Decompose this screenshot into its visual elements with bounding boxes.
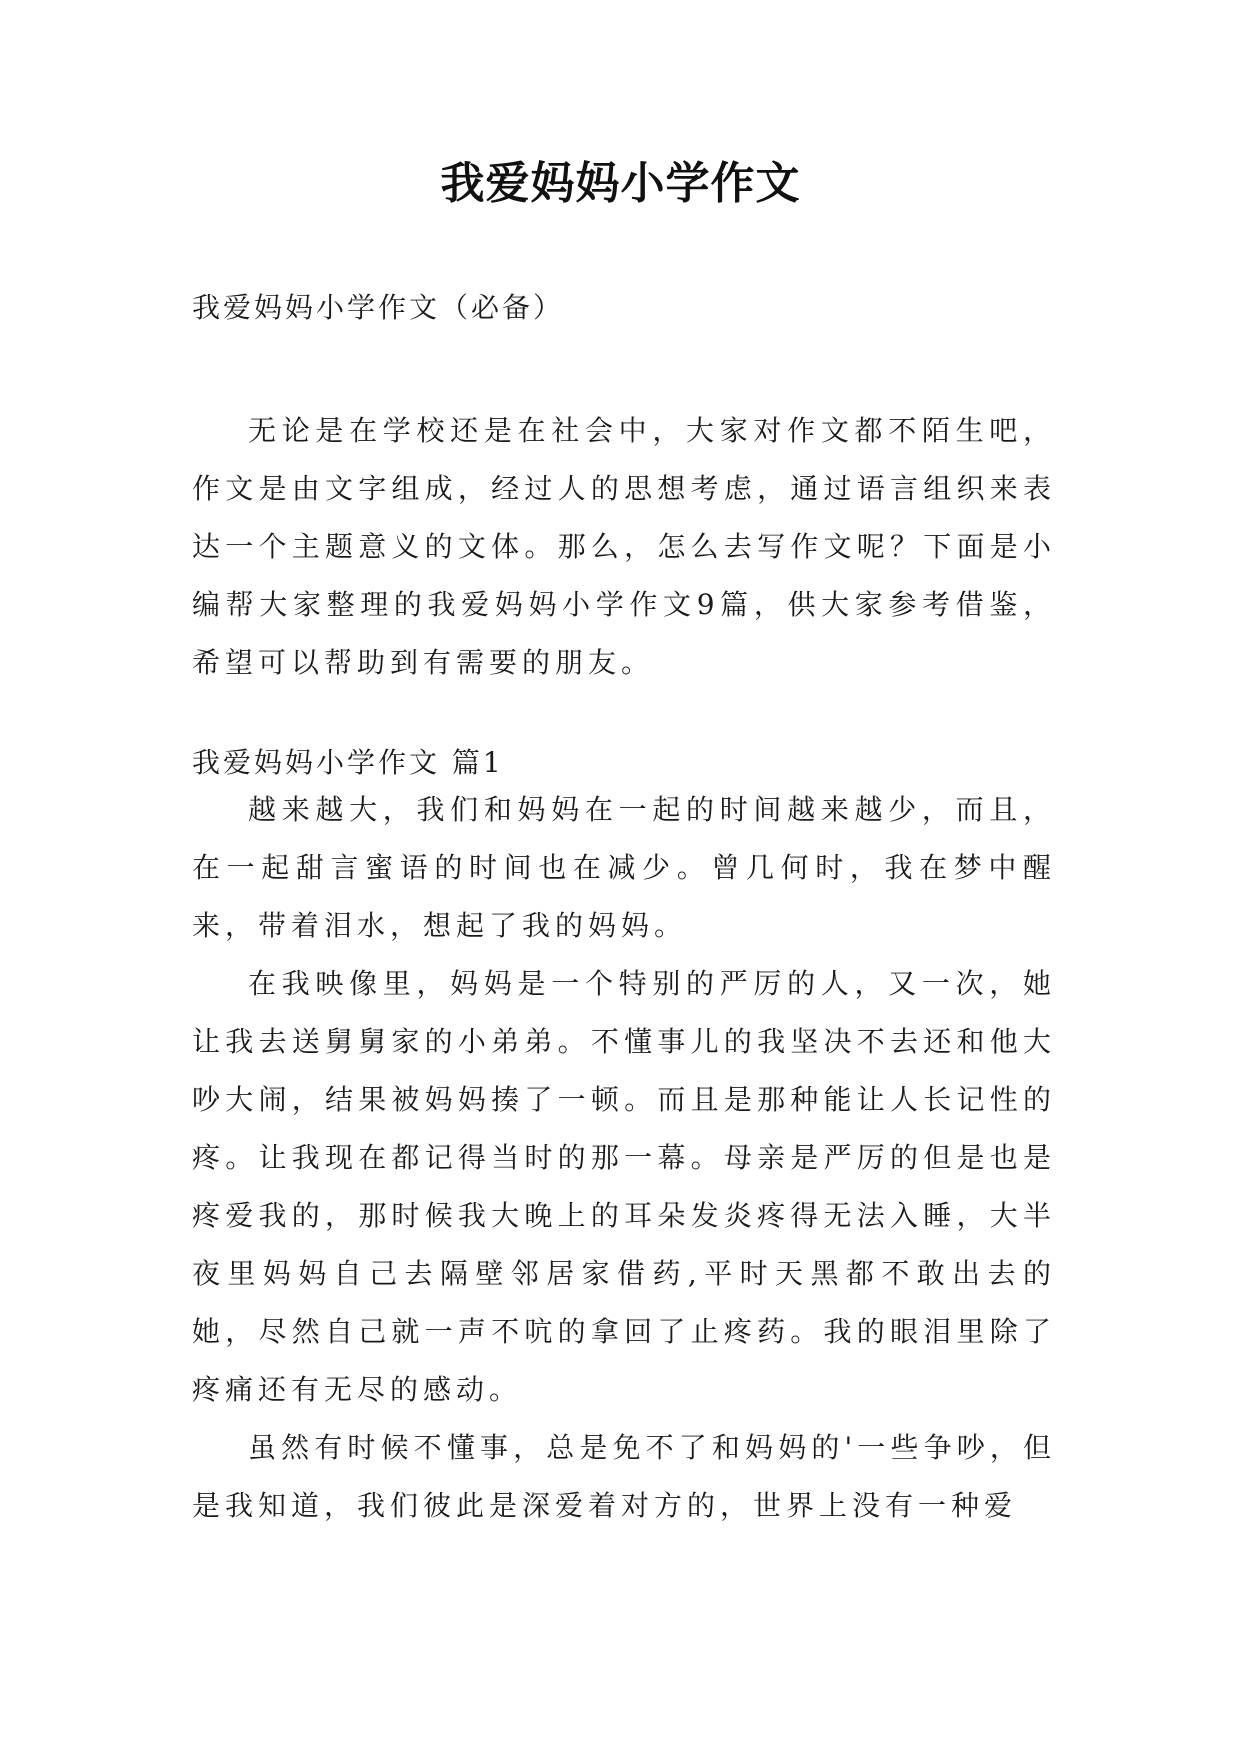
essay-paragraph: 在我映像里，妈妈是一个特别的严厉的人，又一次，她让我去送舅舅家的小弟弟。不懂事儿的我坚决不去还和他大吵大闹，结果被妈妈揍了一顿。而且是那种能让人长记性的疼。让我现在都记得当时的那一幕。母亲是严厉的但是也是疼爱我的，那时候我大晚上的耳朵发炎疼得无法入睡，大半夜里妈妈自己去隔壁邻居家借药,平时天黑都不敢出去的她，尽然自己就一声不吭的拿回了止疼药。我的眼泪里除了疼痛还有无尽的感动。 bbox=[192, 967, 1056, 1406]
document-subtitle: 我爱妈妈小学作文（必备） bbox=[192, 291, 565, 324]
document-title: 我爱妈妈小学作文 bbox=[440, 158, 801, 209]
intro-paragraph: 无论是在学校还是在社会中，大家对作文都不陌生吧，作文是由文字组成，经过人的思想考虑，通过语言组织来表达一个主题意义的文体。那么，怎么去写作文呢？下面是小编帮大家整理的我爱妈妈小学作文9篇，供大家参考借鉴，希望可以帮助到有需要的朋友。 bbox=[192, 414, 1056, 679]
essay-paragraph: 虽然有时候不懂事，总是免不了和妈妈的'一些争吵，但是我知道，我们彼此是深爱着对方的，世界上没有一种爱 bbox=[192, 1431, 1056, 1522]
intro-block bbox=[192, 402, 1056, 692]
essay-paragraph: 越来越大，我们和妈妈在一起的时间越来越少，而且，在一起甜言蜜语的时间也在减少。曾几何时，我在梦中醒来，带着泪水，想起了我的妈妈。 bbox=[192, 793, 1056, 942]
essay-body bbox=[192, 781, 1056, 1535]
section-heading: 我爱妈妈小学作文 篇1 bbox=[192, 746, 504, 779]
